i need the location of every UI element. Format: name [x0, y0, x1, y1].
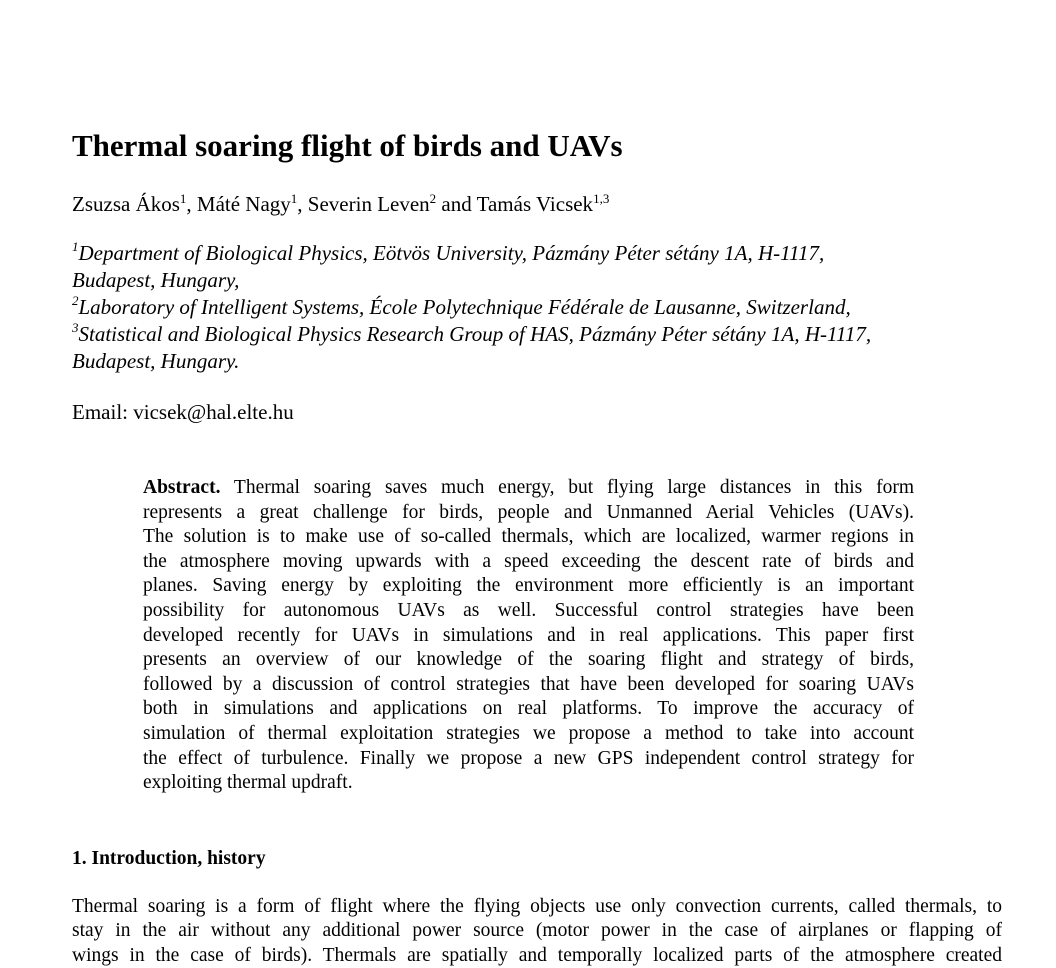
affiliation-number: 1: [72, 239, 79, 254]
affiliation-text: Laboratory of Intelligent Systems, École Polytechnique Fédérale de Lausanne, Switzerland,: [78, 295, 851, 319]
affiliation-number: 3: [72, 320, 79, 335]
author-affiliation-mark: 1: [179, 191, 187, 206]
abstract-line-text: Thermal soaring saves much energy, but flying large distances in this form: [220, 477, 914, 498]
abstract-line: presents an overview of our knowledge of the soaring flight and strategy of birds,: [143, 649, 914, 671]
author-separator: ,: [186, 192, 197, 216]
body-line: wings in the case of birds). Thermals are spatially and temporally localized parts of the atmosphere created: [72, 944, 1002, 966]
abstract-heading: Abstract.: [143, 477, 221, 498]
affiliation-1-line-2: [72, 267, 239, 294]
abstract-line: possibility for autonomous UAVs as well. Successful control strategies have been: [143, 599, 914, 621]
abstract-line: simulation of thermal exploitation strategies we propose a method to take into account: [143, 722, 914, 744]
abstract-line: the effect of turbulence. Finally we propose a new GPS independent control strategy for: [143, 747, 914, 769]
abstract-line: [143, 476, 914, 501]
author-list: [72, 189, 609, 219]
author-separator: and: [436, 192, 477, 216]
author-name: Tamás Vicsek: [476, 192, 594, 216]
abstract-line: followed by a discussion of control strategies that have been developed for soaring UAVs: [143, 673, 914, 695]
abstract-line: developed recently for UAVs in simulations and in real applications. This paper first: [143, 624, 914, 646]
affiliation-3-line-2: [72, 348, 239, 375]
abstract-line: both in simulations and applications on real platforms. To improve the accuracy of: [143, 698, 914, 720]
abstract-line: planes. Saving energy by exploiting the environment more efficiently is an important: [143, 575, 914, 597]
affiliation-number: 2: [72, 293, 79, 308]
affiliation-2: [72, 294, 851, 321]
abstract-line: represents a great challenge for birds, people and Unmanned Aerial Vehicles (UAVs).: [143, 501, 914, 523]
author-affiliation-mark: 1,3: [593, 191, 610, 206]
paper-title: Thermal soaring flight of birds and UAVs: [72, 128, 623, 163]
abstract-line: the atmosphere moving upwards with a speed exceeding the descent rate of birds and: [143, 550, 914, 572]
contact-email: Email: vicsek@hal.elte.hu: [72, 400, 294, 424]
section-heading: 1. Introduction, history: [72, 848, 266, 869]
affiliation-text: Budapest, Hungary,: [72, 268, 240, 292]
affiliation-3-line-1: [72, 321, 871, 348]
affiliation-text: Department of Biological Physics, Eötvös University, Pázmány Péter sétány 1A, H-1117,: [78, 241, 825, 265]
body-line: stay in the air without any additional power source (motor power in the case of airplanes or flapping of: [72, 920, 1002, 942]
author-affiliation-mark: 2: [429, 191, 437, 206]
affiliation-text: Statistical and Biological Physics Research Group of HAS, Pázmány Péter sétány 1A, H-1117,: [78, 322, 872, 346]
author-name: Severin Leven: [307, 192, 430, 216]
section-body: [72, 895, 1002, 968]
author-name: Zsuzsa Ákos: [72, 192, 180, 216]
abstract-line: The solution is to make use of so-called thermals, which are localized, warmer regions in: [143, 526, 914, 548]
affiliation-1-line-1: [72, 240, 824, 267]
author-name: Máté Nagy: [196, 192, 291, 216]
abstract-block: [143, 476, 914, 796]
author-separator: ,: [297, 192, 308, 216]
body-line: Thermal soaring is a form of flight where the flying objects use only convection currents, called thermals, to: [72, 896, 1002, 917]
affiliation-text: Budapest, Hungary.: [72, 349, 240, 373]
author-affiliation-mark: 1: [290, 191, 298, 206]
abstract-line: exploiting thermal updraft.: [143, 772, 353, 794]
